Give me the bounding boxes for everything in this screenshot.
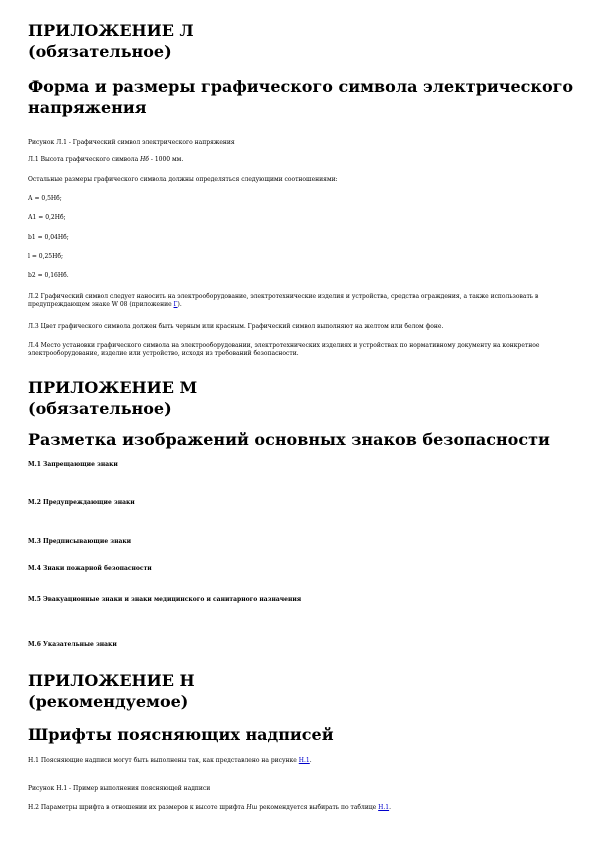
appendix-l-title-text: ПРИЛОЖЕНИЕ Л: [28, 21, 194, 40]
section-m3: М.3 Предписывающие знаки: [28, 538, 132, 545]
paragraph-n2-var: Hш: [246, 804, 258, 811]
appendix-m-heading: Разметка изображений основных знаков безопасности: [28, 430, 550, 449]
paragraph-n1: [28, 757, 575, 765]
figure-l1-caption: Рисунок Л.1 - Графический символ электрического напряжения: [28, 139, 235, 146]
paragraph-sizes-intro: Остальные размеры графического символа должны определяться следующими соотношениями:: [28, 176, 338, 183]
section-m6: М.6 Указательные знаки: [28, 641, 117, 648]
appendix-l-heading-line1: Форма и размеры графического символа электрического: [28, 77, 574, 96]
paragraph-l4: Л.4 Место установки графического символа на электрооборудовании, электротехнических изделиях и устройствах по нормативному документу на конкретное электрооборудование, изделие или устройство, исходя из требований безопасности.: [28, 342, 540, 357]
paragraph-n2-tail: .: [389, 804, 392, 811]
formula-a: А = 0,5Нб;: [28, 195, 62, 202]
paragraph-l2-tail: ).: [177, 301, 182, 308]
paragraph-n1-tail: .: [309, 757, 312, 764]
formula-l: l = 0,25Нб;: [28, 253, 63, 260]
paragraph-l2: [28, 293, 575, 309]
section-m5: М.5 Эвакуационные знаки и знаки медицинского и санитарного назначения: [28, 596, 302, 603]
section-m4: М.4 Знаки пожарной безопасности: [28, 565, 152, 572]
paragraph-n2-text: Н.2 Параметры шрифта в отношении их размеров к высоте шрифта: [28, 804, 247, 811]
section-m2: М.2 Предупреждающие знаки: [28, 499, 135, 506]
appendix-l-heading-line2: напряжения: [28, 98, 147, 117]
formula-b1: b1 = 0,04Нб;: [28, 234, 69, 241]
paragraph-l1-text: Л.1 Высота графического символа: [28, 156, 141, 163]
appendix-n-heading: Шрифты поясняющих надписей: [28, 725, 334, 744]
appendix-l-heading: [28, 76, 575, 118]
appendix-n-title: [28, 670, 575, 712]
paragraph-l3: Л.3 Цвет графического символа должен быть черным или красным. Графический символ выполняют на желтом или белом фоне.: [28, 323, 444, 330]
formula-a1: А1 = 0,2Нб;: [28, 214, 66, 221]
appendix-g-link[interactable]: Г: [173, 301, 178, 308]
paragraph-n1-text: Н.1 Поясняющие надписи могут быть выполнены так, как представлено на рисунке: [28, 757, 299, 764]
figure-n1-link[interactable]: Н.1: [298, 757, 310, 764]
paragraph-n2-mid: рекомендуется выбирать по таблице: [257, 804, 379, 811]
formula-b2: b2 = 0,16Нб.: [28, 272, 69, 279]
appendix-m-title: [28, 377, 575, 419]
appendix-l-status: (обязательное): [28, 42, 172, 61]
appendix-m-title-text: ПРИЛОЖЕНИЕ М: [28, 378, 198, 397]
table-n1-link[interactable]: Н.1: [378, 804, 390, 811]
appendix-n-status: (рекомендуемое): [28, 692, 189, 711]
figure-n1-caption: Рисунок Н.1 - Пример выполнения поясняющей надписи: [28, 785, 211, 792]
paragraph-l1: [28, 156, 575, 164]
paragraph-l1-tail: - 1000 мм.: [148, 156, 184, 163]
appendix-n-title-text: ПРИЛОЖЕНИЕ Н: [28, 671, 195, 690]
appendix-m-status: (обязательное): [28, 399, 172, 418]
paragraph-n2: [28, 804, 575, 812]
section-m1: М.1 Запрещающие знаки: [28, 461, 118, 468]
paragraph-l2-text: Л.2 Графический символ следует наносить на электрооборудование, электротехнические изделия и устройства, средства ограждения, а также использовать в предупреждающем знаке W 08 (приложение: [28, 293, 539, 308]
appendix-l-title: [28, 20, 575, 62]
paragraph-l1-var: Hб: [140, 156, 149, 163]
